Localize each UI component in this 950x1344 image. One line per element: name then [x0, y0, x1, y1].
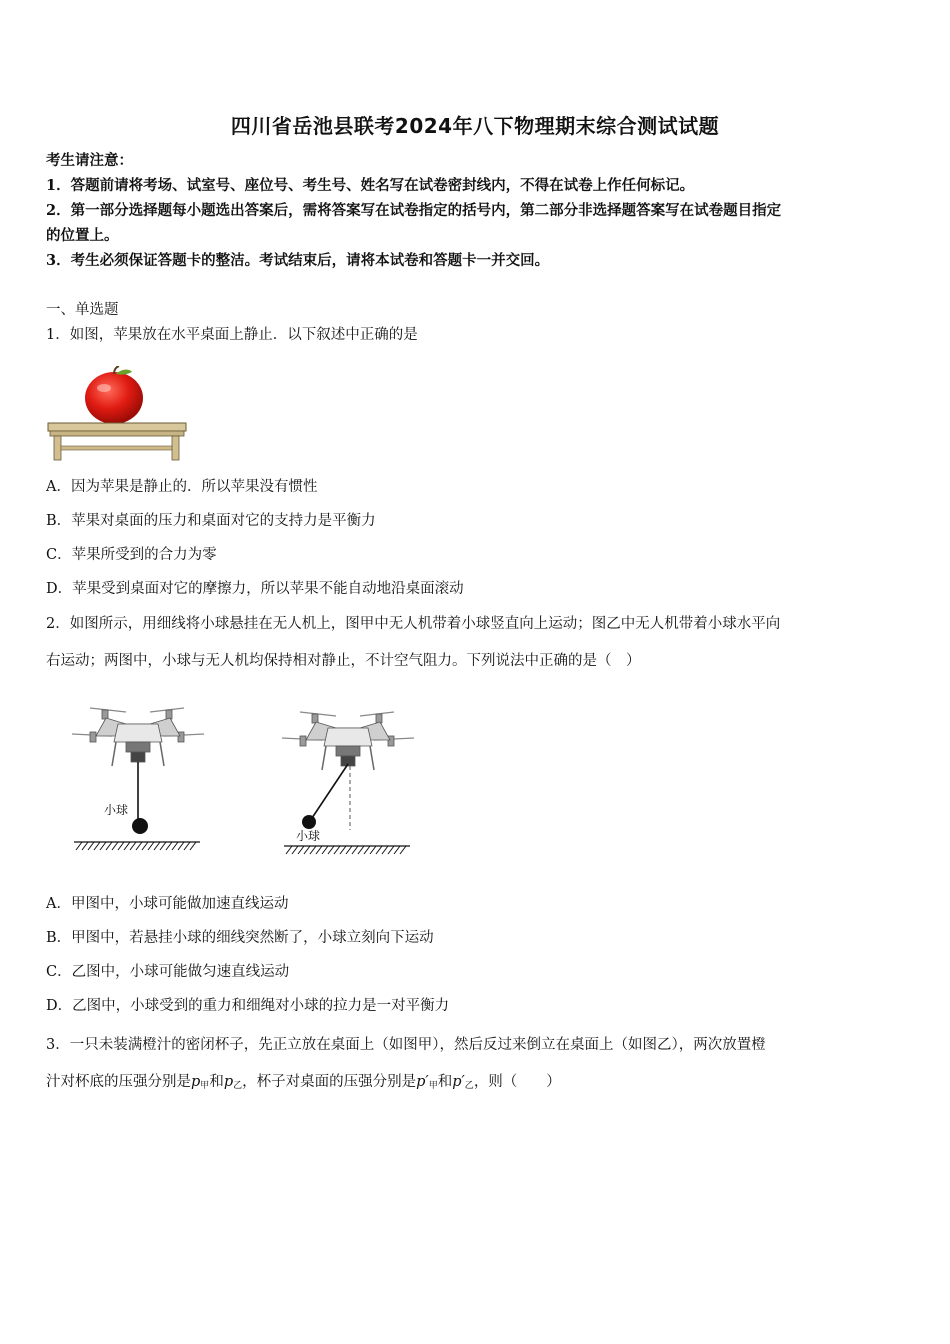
q3-text-a: 汁对杯底的压强分别是 — [46, 1074, 191, 1090]
q3-text-b: ，杯子对桌面的压强分别是 — [242, 1074, 417, 1090]
q1-stem: 1．如图，苹果放在水平桌面上静止．以下叙述中正确的是 — [46, 327, 418, 343]
q2-option-c: C．乙图中，小球可能做匀速直线运动 — [46, 964, 290, 980]
q3-p-yi: p — [223, 1074, 234, 1090]
q1-option-c: C．苹果所受到的合力为零 — [46, 547, 217, 563]
q3-sub-pp-jia: 甲 — [428, 1081, 438, 1091]
q1-option-d: D．苹果受到桌面对它的摩擦力，所以苹果不能自动地沿桌面滚动 — [46, 581, 464, 597]
q2-stem-line2: 右运动；两图中，小球与无人机均保持相对静止，不计空气阻力。下列说法中正确的是（ ） — [46, 653, 641, 669]
notice-item-2-cont: 的位置上。 — [46, 227, 119, 244]
notice-heading: 考生请注意： — [46, 152, 133, 169]
q1-option-a: A．因为苹果是静止的．所以苹果没有惯性 — [46, 479, 318, 495]
q3-sub-pp-yi: 乙 — [464, 1081, 474, 1091]
q3-sub-yi: 乙 — [233, 1081, 243, 1091]
ball-label-left: 小球 — [104, 803, 129, 817]
drone-figure-jia — [68, 700, 208, 858]
notice-item-2: 2．第一部分选择题每小题选出答案后，需将答案写在试卷指定的括号内，第二部分非选择题答案写在试卷题目指定 — [46, 202, 782, 219]
q2-option-b: B．甲图中，若悬挂小球的细线突然断了，小球立刻向下运动 — [46, 930, 434, 946]
q3-text-c: ，则（ ） — [473, 1074, 561, 1090]
q3-and-2: 和 — [437, 1074, 453, 1090]
drone-figure-yi — [278, 704, 418, 862]
q3-pp-jia: p′ — [416, 1074, 429, 1090]
ball-icon — [132, 818, 148, 834]
table-icon — [48, 423, 186, 460]
drone-icon — [282, 712, 414, 770]
q2-option-a: A．甲图中，小球可能做加速直线运动 — [46, 896, 289, 912]
q3-and-1: 和 — [209, 1074, 224, 1090]
drone-icon — [72, 708, 204, 766]
section-heading: 一、单选题 — [46, 302, 119, 318]
q2-option-d: D．乙图中，小球受到的重力和细绳对小球的拉力是一对平衡力 — [46, 998, 450, 1014]
q2-stem-line1: 2．如图所示，用细线将小球悬挂在无人机上，图甲中无人机带着小球竖直向上运动；图乙中无人机带着小球水平向 — [46, 616, 781, 632]
apple-icon — [85, 366, 143, 424]
page-title: 四川省岳池县联考2024年八下物理期末综合测试试题 — [230, 114, 720, 138]
q3-pp-yi: p′ — [452, 1074, 465, 1090]
q1-option-b: B．苹果对桌面的压力和桌面对它的支持力是平衡力 — [46, 513, 376, 529]
notice-item-3: 3．考生必须保证答题卡的整洁。考试结束后，请将本试卷和答题卡一并交回。 — [46, 252, 550, 269]
q3-p-jia: p — [191, 1074, 201, 1090]
q3-stem-line1: 3．一只未装满橙汁的密闭杯子，先正立放在桌面上（如图甲），然后反过来倒立在桌面上（如图乙），两次放置橙 — [46, 1037, 766, 1053]
ball-icon — [302, 815, 316, 829]
notice-item-1: 1．答题前请将考场、试室号、座位号、考生号、姓名写在试卷密封线内，不得在试卷上作任何标记。 — [46, 177, 695, 194]
q3-sub-jia: 甲 — [200, 1081, 210, 1091]
ball-label-right: 小球 — [296, 829, 321, 843]
q3-stem-line2 — [46, 1072, 906, 1096]
apple-on-table-figure — [46, 366, 188, 462]
